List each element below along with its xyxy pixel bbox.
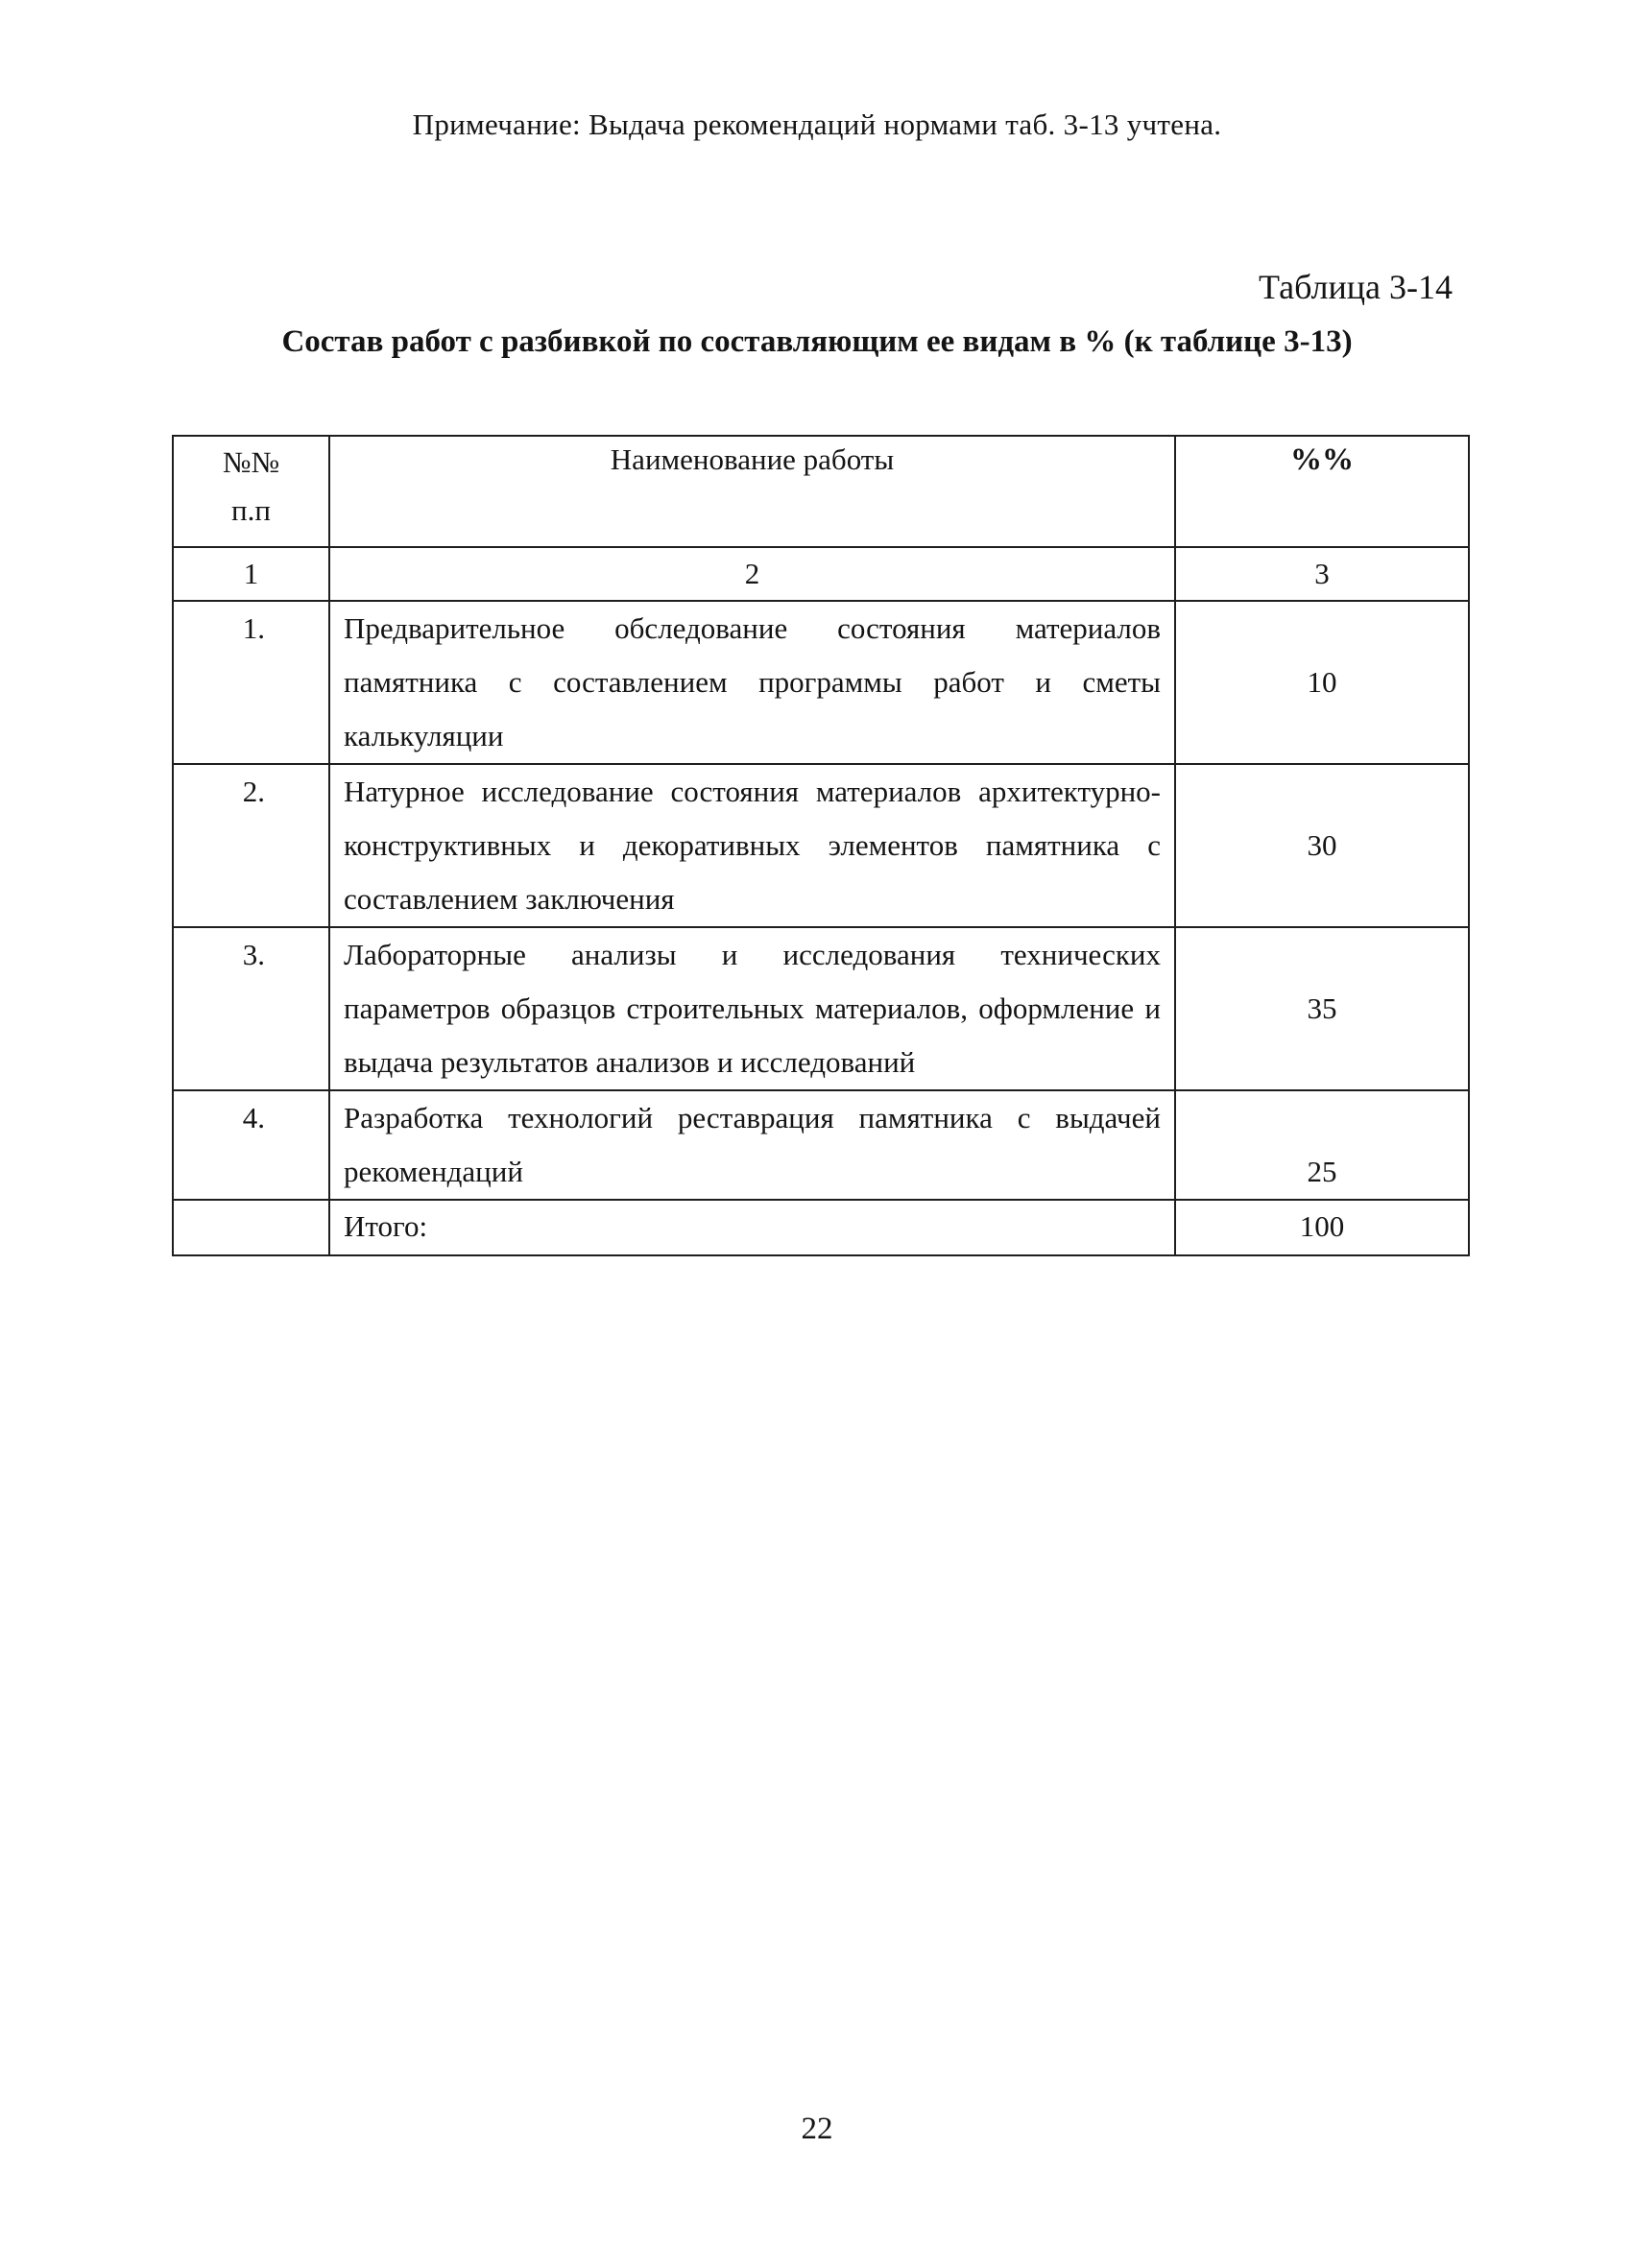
header-number-label: №№ xyxy=(222,445,280,479)
row-percent: 10 xyxy=(1175,601,1469,764)
column-index-3: 3 xyxy=(1175,547,1469,601)
row-work-name: Разработка технологий реставрация памятника с выдачей рекомендаций xyxy=(329,1090,1175,1200)
table-row xyxy=(173,601,1469,764)
total-row xyxy=(173,1200,1469,1255)
table-header-row xyxy=(173,436,1469,547)
table-row xyxy=(173,927,1469,1090)
table-number: Таблица 3-14 xyxy=(1259,268,1453,306)
total-label: Итого: xyxy=(329,1200,1175,1255)
row-number: 1. xyxy=(173,601,329,764)
row-percent: 35 xyxy=(1175,927,1469,1090)
page-number: 22 xyxy=(801,2112,833,2146)
table-title: Состав работ с разбивкой по составляющим ее видам в % (к таблице 3-13) xyxy=(281,324,1353,359)
note-text: Примечание: Выдача рекомендаций нормами таб. 3-13 учтена. xyxy=(412,107,1222,141)
row-number: 4. xyxy=(173,1090,329,1200)
row-work-name: Лабораторные анализы и исследования технических параметров образцов строительных материалов, оформление и выдача результатов анализов и исследований xyxy=(329,927,1175,1090)
column-index-2: 2 xyxy=(329,547,1175,601)
header-number-cell xyxy=(173,436,329,547)
column-index-row xyxy=(173,547,1469,601)
row-work-name: Натурное исследование состояния материалов архитектурно-конструктивных и декоративных элементов памятника с составлением заключения xyxy=(329,764,1175,927)
table-row xyxy=(173,764,1469,927)
header-percent-cell: %% xyxy=(1175,436,1469,547)
row-number: 3. xyxy=(173,927,329,1090)
row-work-name: Предварительное обследование состояния материалов памятника с составлением программы работ и сметы калькуляции xyxy=(329,601,1175,764)
row-number: 2. xyxy=(173,764,329,927)
column-index-1: 1 xyxy=(173,547,329,601)
work-composition-table xyxy=(172,435,1470,1256)
header-name-cell: Наименование работы xyxy=(329,436,1175,547)
header-number-sublabel: п.п xyxy=(231,493,271,527)
total-number-cell xyxy=(173,1200,329,1255)
row-percent: 30 xyxy=(1175,764,1469,927)
table-row xyxy=(173,1090,1469,1200)
total-percent: 100 xyxy=(1175,1200,1469,1255)
row-percent: 25 xyxy=(1175,1090,1469,1200)
